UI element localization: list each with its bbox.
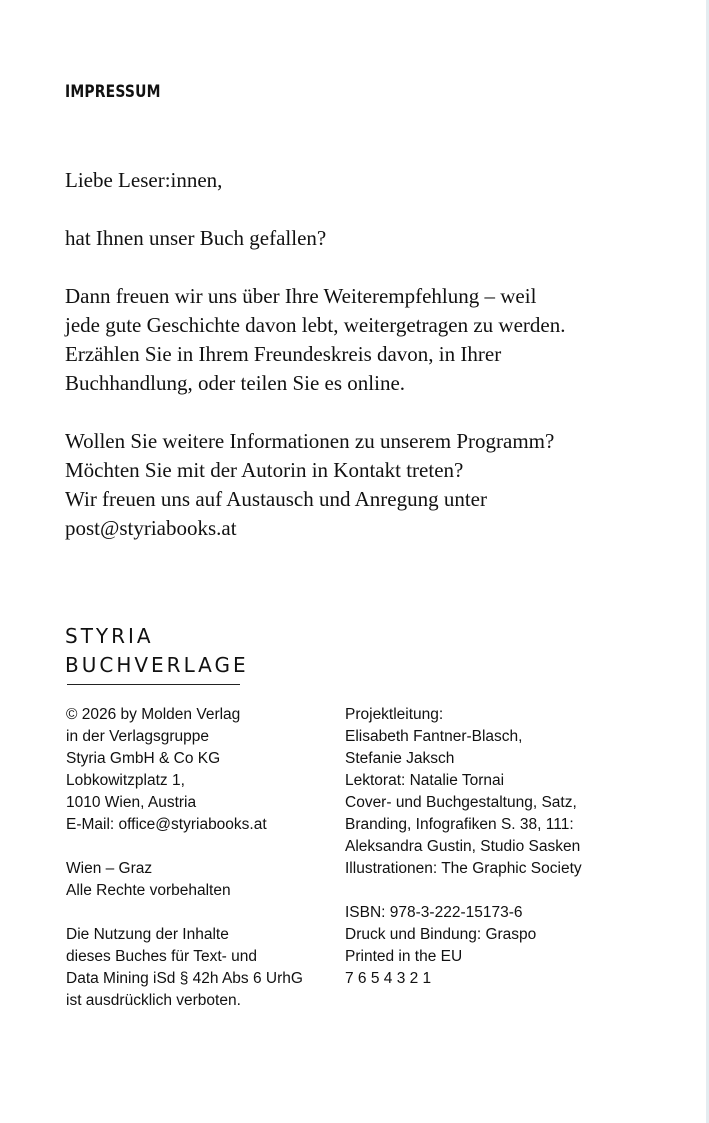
logo-line-1: STYRIA: [65, 624, 154, 648]
text-line: Branding, Infografiken S. 38, 111:: [345, 816, 574, 833]
text-line: Möchten Sie mit der Autorin in Kontakt treten?: [65, 458, 464, 482]
text-line: ist ausdrücklich verboten.: [66, 992, 241, 1009]
greeting: Liebe Leser:innen,: [65, 168, 223, 192]
text-line: Projektleitung:: [345, 706, 444, 723]
text-line: Styria GmbH & Co KG: [66, 750, 221, 767]
recommendation-paragraph: [65, 282, 665, 398]
contact-email: post@styriabooks.at: [65, 516, 237, 540]
text-line: dieses Buches für Text- und: [66, 948, 257, 965]
text-line: Data Mining iSd § 42h Abs 6 UrhG: [66, 970, 303, 987]
logo-underline: [67, 684, 240, 685]
text-line: Druck und Bindung: Graspo: [345, 926, 537, 943]
text-line: jede gute Geschichte davon lebt, weitergetragen zu werden.: [65, 313, 566, 337]
text-line: © 2026 by Molden Verlag: [66, 706, 241, 723]
text-line: Dann freuen wir uns über Ihre Weiterempfehlung – weil: [65, 284, 537, 308]
credits-column: [345, 704, 645, 1012]
text-line: Illustrationen: The Graphic Society: [345, 860, 582, 877]
contact-paragraph: [65, 427, 665, 543]
question: hat Ihnen unser Buch gefallen?: [65, 226, 327, 250]
credits: [345, 704, 645, 880]
logo-line-2: BUCHVERLAGE: [65, 653, 249, 677]
text-line: Erzählen Sie in Ihrem Freundeskreis davon, in Ihrer: [65, 342, 502, 366]
tdm-notice: [66, 924, 336, 1012]
text-line: Wollen Sie weitere Informationen zu unserem Programm?: [65, 429, 555, 453]
reader-letter: [65, 166, 665, 572]
text-line: Buchhandlung, oder teilen Sie es online.: [65, 371, 406, 395]
publisher-info-column: [66, 704, 336, 1034]
text-line: 1010 Wien, Austria: [66, 794, 197, 811]
isbn: ISBN: 978-3-222-15173-6: [345, 904, 523, 921]
text-line: Wien – Graz: [66, 860, 153, 877]
text-line: Wir freuen uns auf Austausch und Anregung unter: [65, 487, 487, 511]
text-line: Stefanie Jaksch: [345, 750, 455, 767]
text-line: in der Verlagsgruppe: [66, 728, 210, 745]
print-run-numbers: 7 6 5 4 3 2 1: [345, 970, 432, 987]
publisher-email: E-Mail: office@styriabooks.at: [66, 816, 267, 833]
text-line: Aleksandra Gustin, Studio Sasken: [345, 838, 581, 855]
text-line: Lektorat: Natalie Tornai: [345, 772, 505, 789]
publisher-logo: [65, 622, 249, 680]
text-line: Cover- und Buchgestaltung, Satz,: [345, 794, 577, 811]
publisher-address: [66, 704, 336, 836]
rights-notice: [66, 858, 336, 902]
text-line: Lobkowitzplatz 1,: [66, 772, 185, 789]
page-title: IMPRESSUM: [65, 82, 161, 102]
text-line: Printed in the EU: [345, 948, 463, 965]
text-line: Alle Rechte vorbehalten: [66, 882, 231, 899]
print-info: [345, 902, 645, 990]
text-line: Die Nutzung der Inhalte: [66, 926, 229, 943]
text-line: Elisabeth Fantner-Blasch,: [345, 728, 523, 745]
